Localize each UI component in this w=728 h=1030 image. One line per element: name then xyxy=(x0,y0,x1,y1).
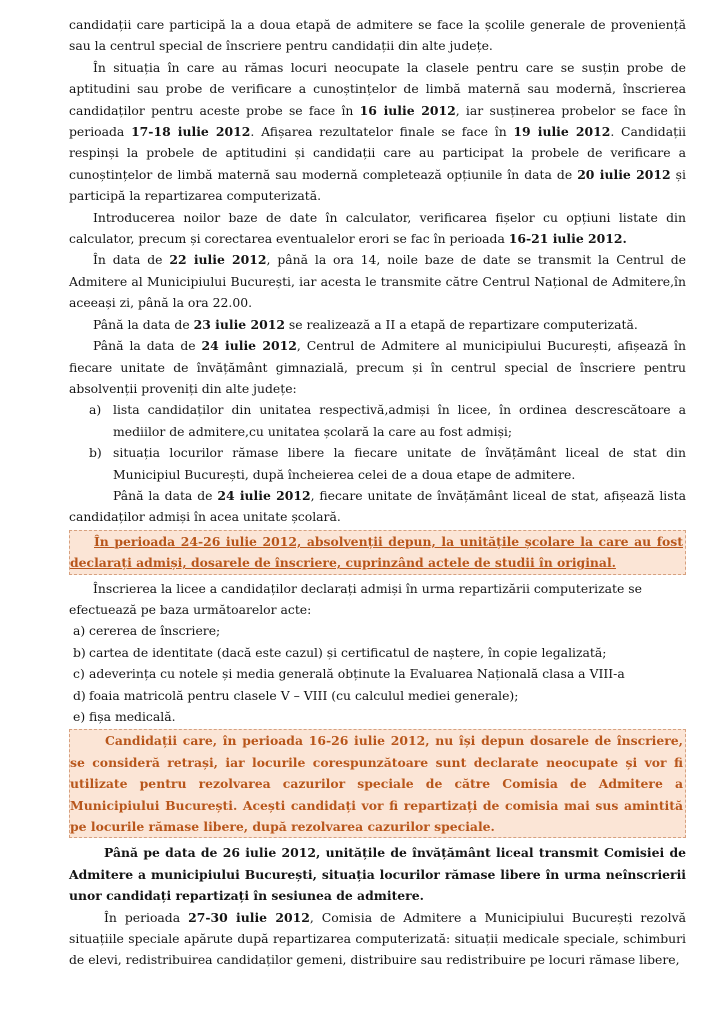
list-marker: a) xyxy=(89,402,102,418)
list-item xyxy=(69,620,686,641)
date-19-iulie: 19 iulie 2012 xyxy=(513,124,611,140)
list-marker: b) xyxy=(73,644,86,660)
list-item-text: lista candidaților din unitatea respectivă,admiși în licee, în ordinea descrescătoare a mediilor de admitere,cu unitatea școlară la care au fost admiși; xyxy=(113,402,686,439)
posted-lists xyxy=(69,399,686,485)
text-segment: , Comisia de Admitere a Municipiului București rezolvă situațiile speciale apărute după repartizarea computerizată: situații medicale speciale, schimburi de elevi, redistribuirea candidaților gemeni, distribuire sau redistribuire pe locuri rămase libere, xyxy=(69,909,686,968)
text-segment: Până la data de xyxy=(113,487,218,503)
paragraph-candidates-proveniance: candidații care participă la a doua etapă de admitere se face la școlile generale de proveniență sau la centrul special de înscriere pentru candidații din alte județe. xyxy=(69,17,686,54)
list-marker: c) xyxy=(73,666,85,682)
date-27-30-iulie: 27-30 iulie 2012 xyxy=(188,909,310,925)
date-23-iulie: 23 iulie 2012 xyxy=(193,316,285,332)
date-24-iulie: 24 iulie 2012 xyxy=(201,338,297,354)
paragraph-second-round xyxy=(69,314,686,335)
list-item xyxy=(69,663,686,684)
date-22-iulie: 22 iulie 2012 xyxy=(169,252,267,268)
date-20-iulie: 20 iulie 2012 xyxy=(577,166,671,182)
document-list xyxy=(69,620,686,727)
paragraph-special-cases xyxy=(69,907,686,971)
list-marker: e) xyxy=(73,709,86,724)
list-item xyxy=(69,685,686,706)
list-item-text: adeverința cu notele și media generală obținute la Evaluarea Națională clasa a VIII-a xyxy=(89,666,625,682)
text-segment: , fiecare unitate de învățământ liceal de stat, afișează lista candidaților admiși în acea unitate școlară. xyxy=(69,487,686,525)
text-segment: Introducerea noilor baze de date în calculator, verificarea fișelor cu opțiuni listate din calculator, precum și corectarea eventualelor erori se fac în perioada xyxy=(69,209,686,247)
date-24-iulie-2: 24 iulie 2012 xyxy=(217,487,311,503)
highlight-box-withdrawn-candidates xyxy=(69,729,686,838)
list-marker: b) xyxy=(89,445,102,461)
text-segment: . Afișarea rezultatelor finale se face în xyxy=(250,124,514,140)
list-item-text: situația locurilor rămase libere la fiecare unitate de învățământ liceal de stat din Municipiul București, după încheierea celei de a doua etape de admitere. xyxy=(113,445,686,482)
paragraph-database-entry xyxy=(69,207,686,250)
text-segment: În data de xyxy=(93,252,170,268)
paragraph-school-posting xyxy=(69,485,686,528)
list-item xyxy=(69,706,686,727)
list-marker: a) xyxy=(73,623,86,639)
text-segment: , iar susținerea probelor se face în perioada xyxy=(69,102,686,140)
text-segment: și participă la repartizarea computerizată. xyxy=(69,166,687,204)
text-segment: Până la data de xyxy=(93,316,194,332)
list-item xyxy=(69,399,686,442)
list-item xyxy=(69,642,686,663)
text-segment: , Centrul de Admitere al municipiului București, afișează în fiecare unitate de învățământ gimnazială, precum și în centrul special de înscriere pentru absolvenții proveniți din alte județe: xyxy=(69,338,687,396)
paragraph-data-transmission xyxy=(69,249,686,313)
paragraph-aptitude-tests xyxy=(69,57,686,207)
list-item xyxy=(69,442,686,485)
text-segment: Până la data de xyxy=(93,338,202,354)
text-segment: În situația în care au rămas locuri neocupate la clasele pentru care se susțin probe de aptitudini sau probe de verificare a cunoștințelor de limbă maternă sau modernă, înscrierea candidaților pentru aceste probe se face în xyxy=(69,59,686,118)
list-marker: d) xyxy=(73,687,86,703)
text-segment: . Candidații respinși la probele de aptitudini și candidații care au participat la probele de verificare a cunoștințelor de limbă maternă sau modernă completează opțiunile în data de xyxy=(69,124,686,182)
list-item-text: foaia matricolă pentru clasele V – VIII (cu calculul mediei generale); xyxy=(89,687,519,703)
date-16-iulie: 16 iulie 2012 xyxy=(359,102,456,118)
text-segment: , până la ora 14, noile baze de date se transmit la Centrul de Admitere al Municipiului București, iar acesta le transmite către Centrul Național de Admitere,în aceeași zi, până la ora 22.00. xyxy=(69,252,686,311)
list-item-text: fișa medicală. xyxy=(89,709,176,724)
highlight-box-enrollment-period xyxy=(69,530,686,575)
list-item-text: cererea de înscriere; xyxy=(89,623,221,639)
list-item-text: cartea de identitate (dacă este cazul) și certificatul de naștere, în copie legalizată; xyxy=(89,644,607,660)
highlight-text: În perioada 24-26 iulie 2012, absolvenții depun, la unitățile școlare la care au fost declarați admiși, dosarele de înscriere, cuprinzând actele de studii în original. xyxy=(70,533,683,571)
date-16-21-iulie: 16-21 iulie 2012. xyxy=(508,231,627,247)
paragraph-posting-results xyxy=(69,335,686,399)
date-17-18-iulie: 17-18 iulie 2012 xyxy=(131,124,251,140)
paragraph-free-places-report: Până pe data de 26 iulie 2012, unitățile de învățământ liceal transmit Comisiei de Admitere a municipiului București, situația locurilor rămase libere în urma neînscrierii unor candidați repartizați în sesiunea de admitere. xyxy=(69,845,686,904)
text-segment: se realizează a II a etapă de repartizare computerizată. xyxy=(284,316,638,332)
highlight-text: Candidații care, în perioada 16-26 iulie 2012, nu își depun dosarele de înscriere, se consideră retrași, iar locurile corespunzătoare sunt declarate neocupate și vor fi utilizate pentru rezolvarea cazurilor speciale de către Comisia de Admitere a Municipiului București. Acești candidați vor fi repartizați de comisia mai sus amintită pe locurile rămase libere, după rezolvarea cazurilor speciale. xyxy=(70,733,683,835)
paragraph-required-documents: Înscrierea la licee a candidaților declarați admiși în urma repartizării computerizate se efectuează pe baza următoarelor acte: xyxy=(69,580,642,617)
text-segment: În perioada xyxy=(104,909,189,925)
